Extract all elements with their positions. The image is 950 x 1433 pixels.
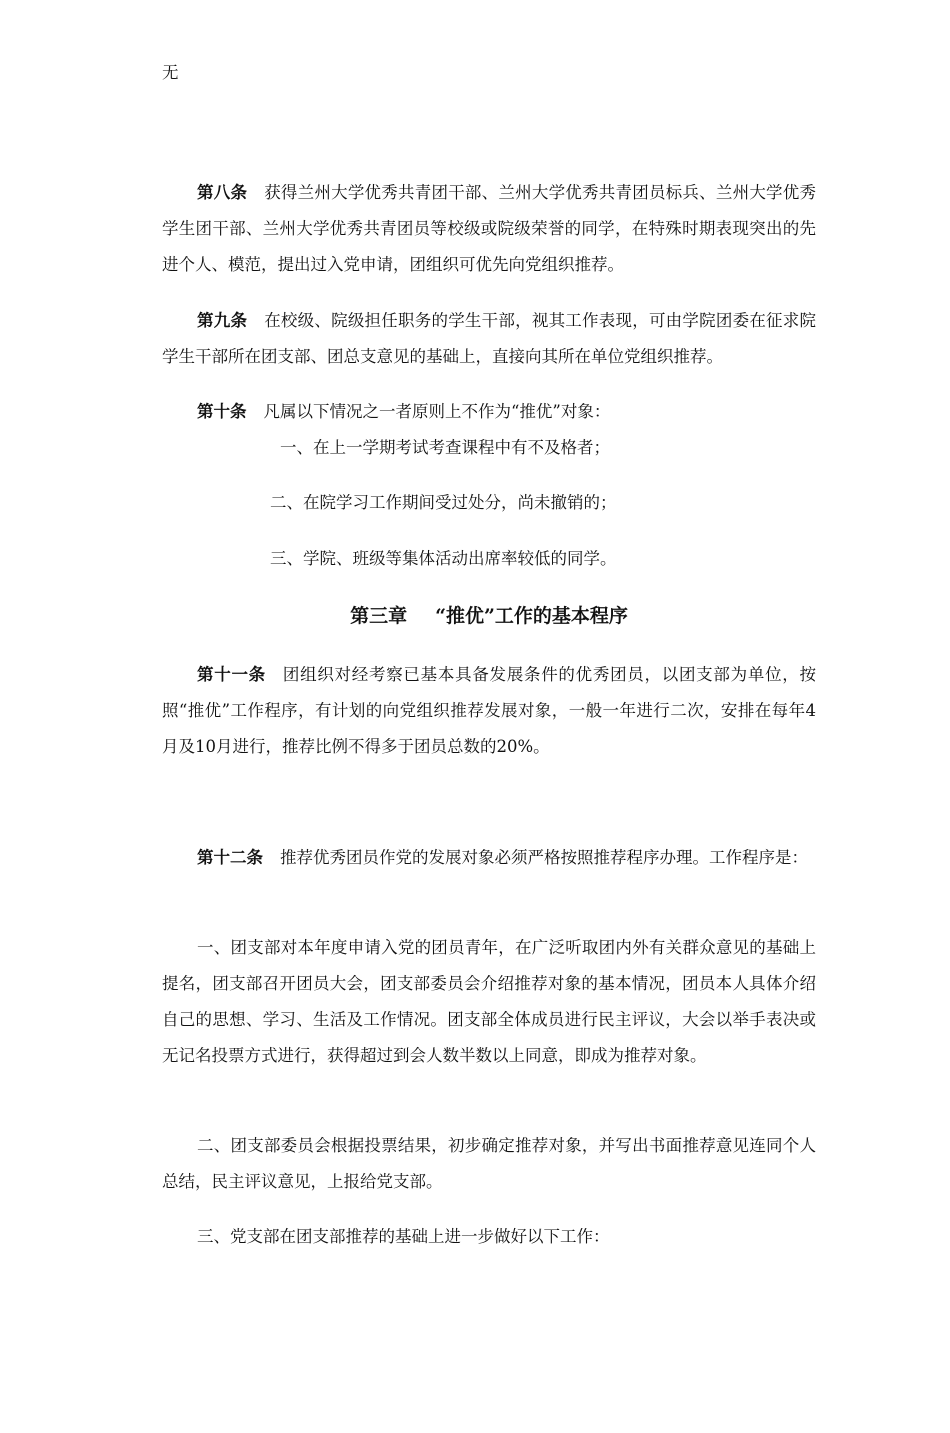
article-9-text: 在校级、院级担任职务的学生干部，视其工作表现，可由学院团委在征求院学生干部所在团支部、团总支意见的基础上，直接向其所在单位党组织推荐。 [162, 311, 817, 366]
chapter-3-number: 第三章 [350, 605, 408, 627]
article-10-text: 凡属以下情况之一者原则上不作为“推优”对象： [263, 402, 611, 421]
article-10 [162, 394, 816, 430]
article-11-text: 团组织对经考察已基本具备发展条件的优秀团员，以团支部为单位，按照“推优”工作程序，有计划的向党组织推荐发展对象，一般一年进行二次，安排在每年4月及10月进行，推荐比例不得多于团员总数的20%。 [162, 665, 817, 756]
article-8 [162, 175, 816, 283]
article-10-item-2: 二、在院学习工作期间受过处分，尚未撤销的； [270, 493, 617, 512]
article-10-item-3: 三、学院、班级等集体活动出席率较低的同学。 [270, 549, 617, 568]
article-9 [162, 303, 816, 375]
article-8-label: 第八条 [197, 183, 248, 202]
chapter-3-heading [162, 598, 816, 634]
header-text: 无 [162, 63, 179, 82]
article-10-label: 第十条 [197, 402, 247, 421]
chapter-3-title: “推优”工作的基本程序 [435, 605, 628, 627]
article-9-label: 第九条 [197, 311, 248, 330]
article-12-label: 第十二条 [197, 848, 263, 867]
article-11-label: 第十一条 [197, 665, 266, 684]
article-11 [162, 657, 816, 765]
article-12-text: 推荐优秀团员作党的发展对象必须严格按照推荐程序办理。工作程序是： [280, 848, 808, 867]
article-12 [162, 840, 816, 876]
article-12-paragraph-1: 一、团支部对本年度申请入党的团员青年，在广泛听取团内外有关群众意见的基础上提名，团支部召开团员大会，团支部委员会介绍推荐对象的基本情况，团员本人具体介绍自己的思想、学习、生活及工作情况。团支部全体成员进行民主评议，大会以举手表决或无记名投票方式进行，获得超过到会人数半数以上同意，即成为推荐对象。 [162, 938, 816, 1065]
article-12-paragraph-2: 二、团支部委员会根据投票结果，初步确定推荐对象，并写出书面推荐意见连同个人总结，民主评议意见，上报给党支部。 [162, 1136, 816, 1191]
article-10-item-1: 一、在上一学期考试考查课程中有不及格者； [280, 438, 610, 457]
article-8-text: 获得兰州大学优秀共青团干部、兰州大学优秀共青团员标兵、兰州大学优秀学生团干部、兰州大学优秀共青团员等校级或院级荣誉的同学，在特殊时期表现突出的先进个人、模范，提出过入党申请，团组织可优先向党组织推荐。 [162, 183, 817, 274]
article-12-paragraph-3: 三、党支部在团支部推荐的基础上进一步做好以下工作： [197, 1227, 610, 1246]
